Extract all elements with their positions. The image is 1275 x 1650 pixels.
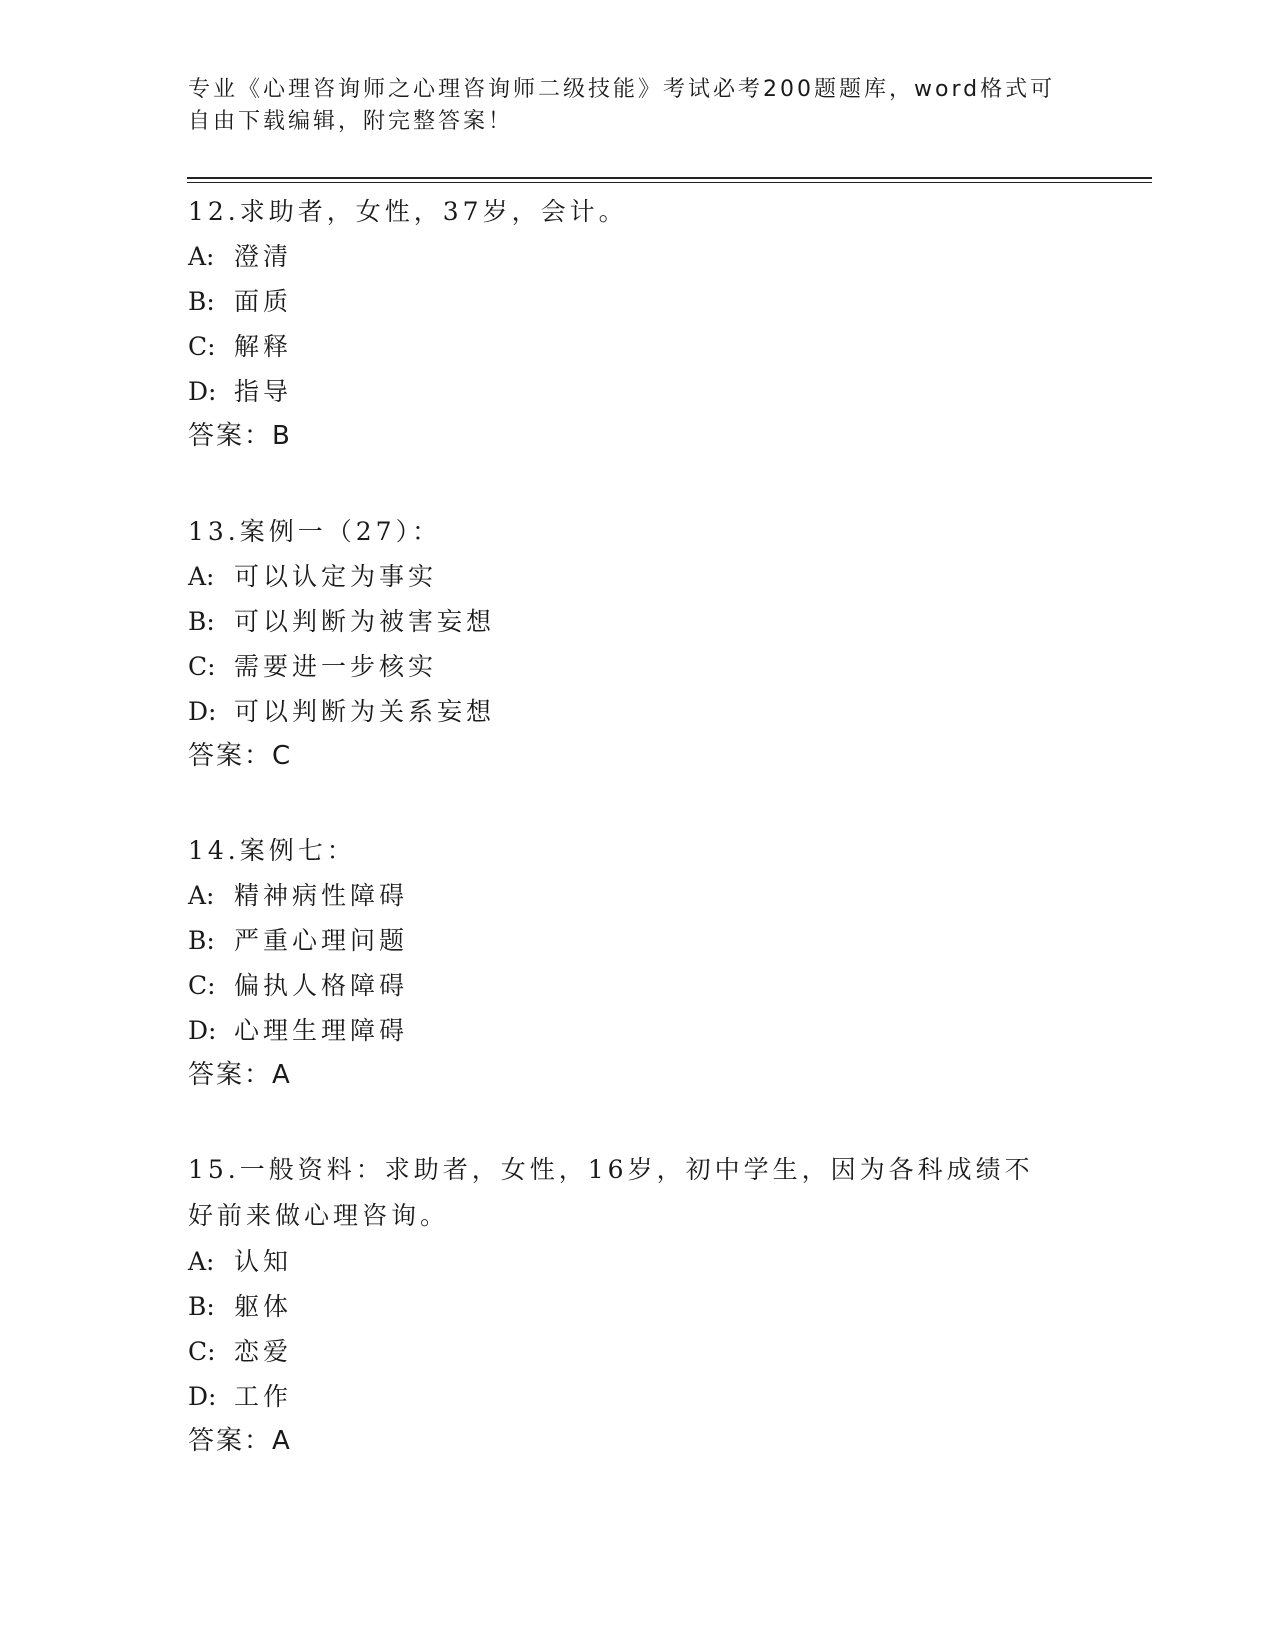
option-letter: D: (188, 1016, 217, 1045)
option-text: 可以认定为事实 (234, 562, 438, 591)
option-letter: D: (188, 1382, 217, 1411)
option-c (188, 324, 1088, 369)
answer-line: 答案：A (188, 1060, 292, 1090)
option-c (188, 644, 1088, 689)
option-b (188, 599, 1088, 644)
option-d (188, 369, 1088, 414)
question-stem: 14.案例七： (188, 836, 356, 865)
option-c (188, 1329, 1088, 1374)
answer-line: 答案：C (188, 741, 293, 771)
option-text: 解释 (234, 332, 293, 361)
answer-line: 答案：B (188, 421, 292, 451)
question-stem: 13.案例一（27）： (188, 517, 442, 546)
option-letter: A: (188, 881, 215, 910)
question-stem: 15.一般资料：求助者，女性，16岁，初中学生，因为各科成绩不好前来做心理咨询。 (188, 1155, 1034, 1230)
option-text: 认知 (234, 1247, 293, 1276)
option-letter: B: (188, 607, 215, 636)
option-letter: C: (188, 971, 216, 1000)
option-d (188, 1008, 1088, 1053)
option-text: 可以判断为被害妄想 (234, 607, 496, 636)
question-15 (188, 1147, 1088, 1464)
option-text: 工作 (234, 1382, 293, 1411)
option-d (188, 689, 1088, 734)
option-text: 需要进一步核实 (234, 652, 438, 681)
option-text: 恋爱 (234, 1337, 293, 1366)
option-b (188, 279, 1088, 324)
document-header (188, 74, 1068, 138)
option-letter: B: (188, 287, 215, 316)
option-text: 精神病性障碍 (234, 881, 409, 910)
option-letter: B: (188, 1292, 215, 1321)
answer-line: 答案：A (188, 1426, 292, 1456)
option-text: 偏执人格障碍 (234, 971, 409, 1000)
option-text: 躯体 (234, 1292, 293, 1321)
header-divider-thick (187, 177, 1152, 179)
question-13 (188, 509, 1088, 779)
header-text: 专业《心理咨询师之心理咨询师二级技能》考试必考200题题库，word格式可自由下载编辑，附完整答案！ (188, 77, 1056, 134)
question-12 (188, 189, 1088, 459)
question-stem: 12.求助者，女性，37岁，会计。 (188, 197, 628, 226)
option-letter: C: (188, 1337, 216, 1366)
option-text: 可以判断为关系妄想 (234, 697, 496, 726)
option-text: 澄清 (234, 242, 293, 271)
option-letter: C: (188, 652, 216, 681)
option-letter: D: (188, 697, 217, 726)
option-b (188, 1284, 1088, 1329)
option-d (188, 1374, 1088, 1419)
option-a (188, 873, 1088, 918)
option-c (188, 963, 1088, 1008)
option-letter: D: (188, 377, 217, 406)
option-text: 指导 (234, 377, 293, 406)
option-a (188, 554, 1088, 599)
question-14 (188, 828, 1088, 1098)
option-letter: A: (188, 1247, 215, 1276)
option-letter: B: (188, 926, 215, 955)
option-letter: A: (188, 242, 215, 271)
option-letter: A: (188, 562, 215, 591)
option-text: 严重心理问题 (234, 926, 409, 955)
option-a (188, 234, 1088, 279)
header-divider-thin (187, 182, 1152, 183)
option-text: 心理生理障碍 (234, 1016, 409, 1045)
option-a (188, 1239, 1088, 1284)
option-b (188, 918, 1088, 963)
option-letter: C: (188, 332, 216, 361)
option-text: 面质 (234, 287, 293, 316)
